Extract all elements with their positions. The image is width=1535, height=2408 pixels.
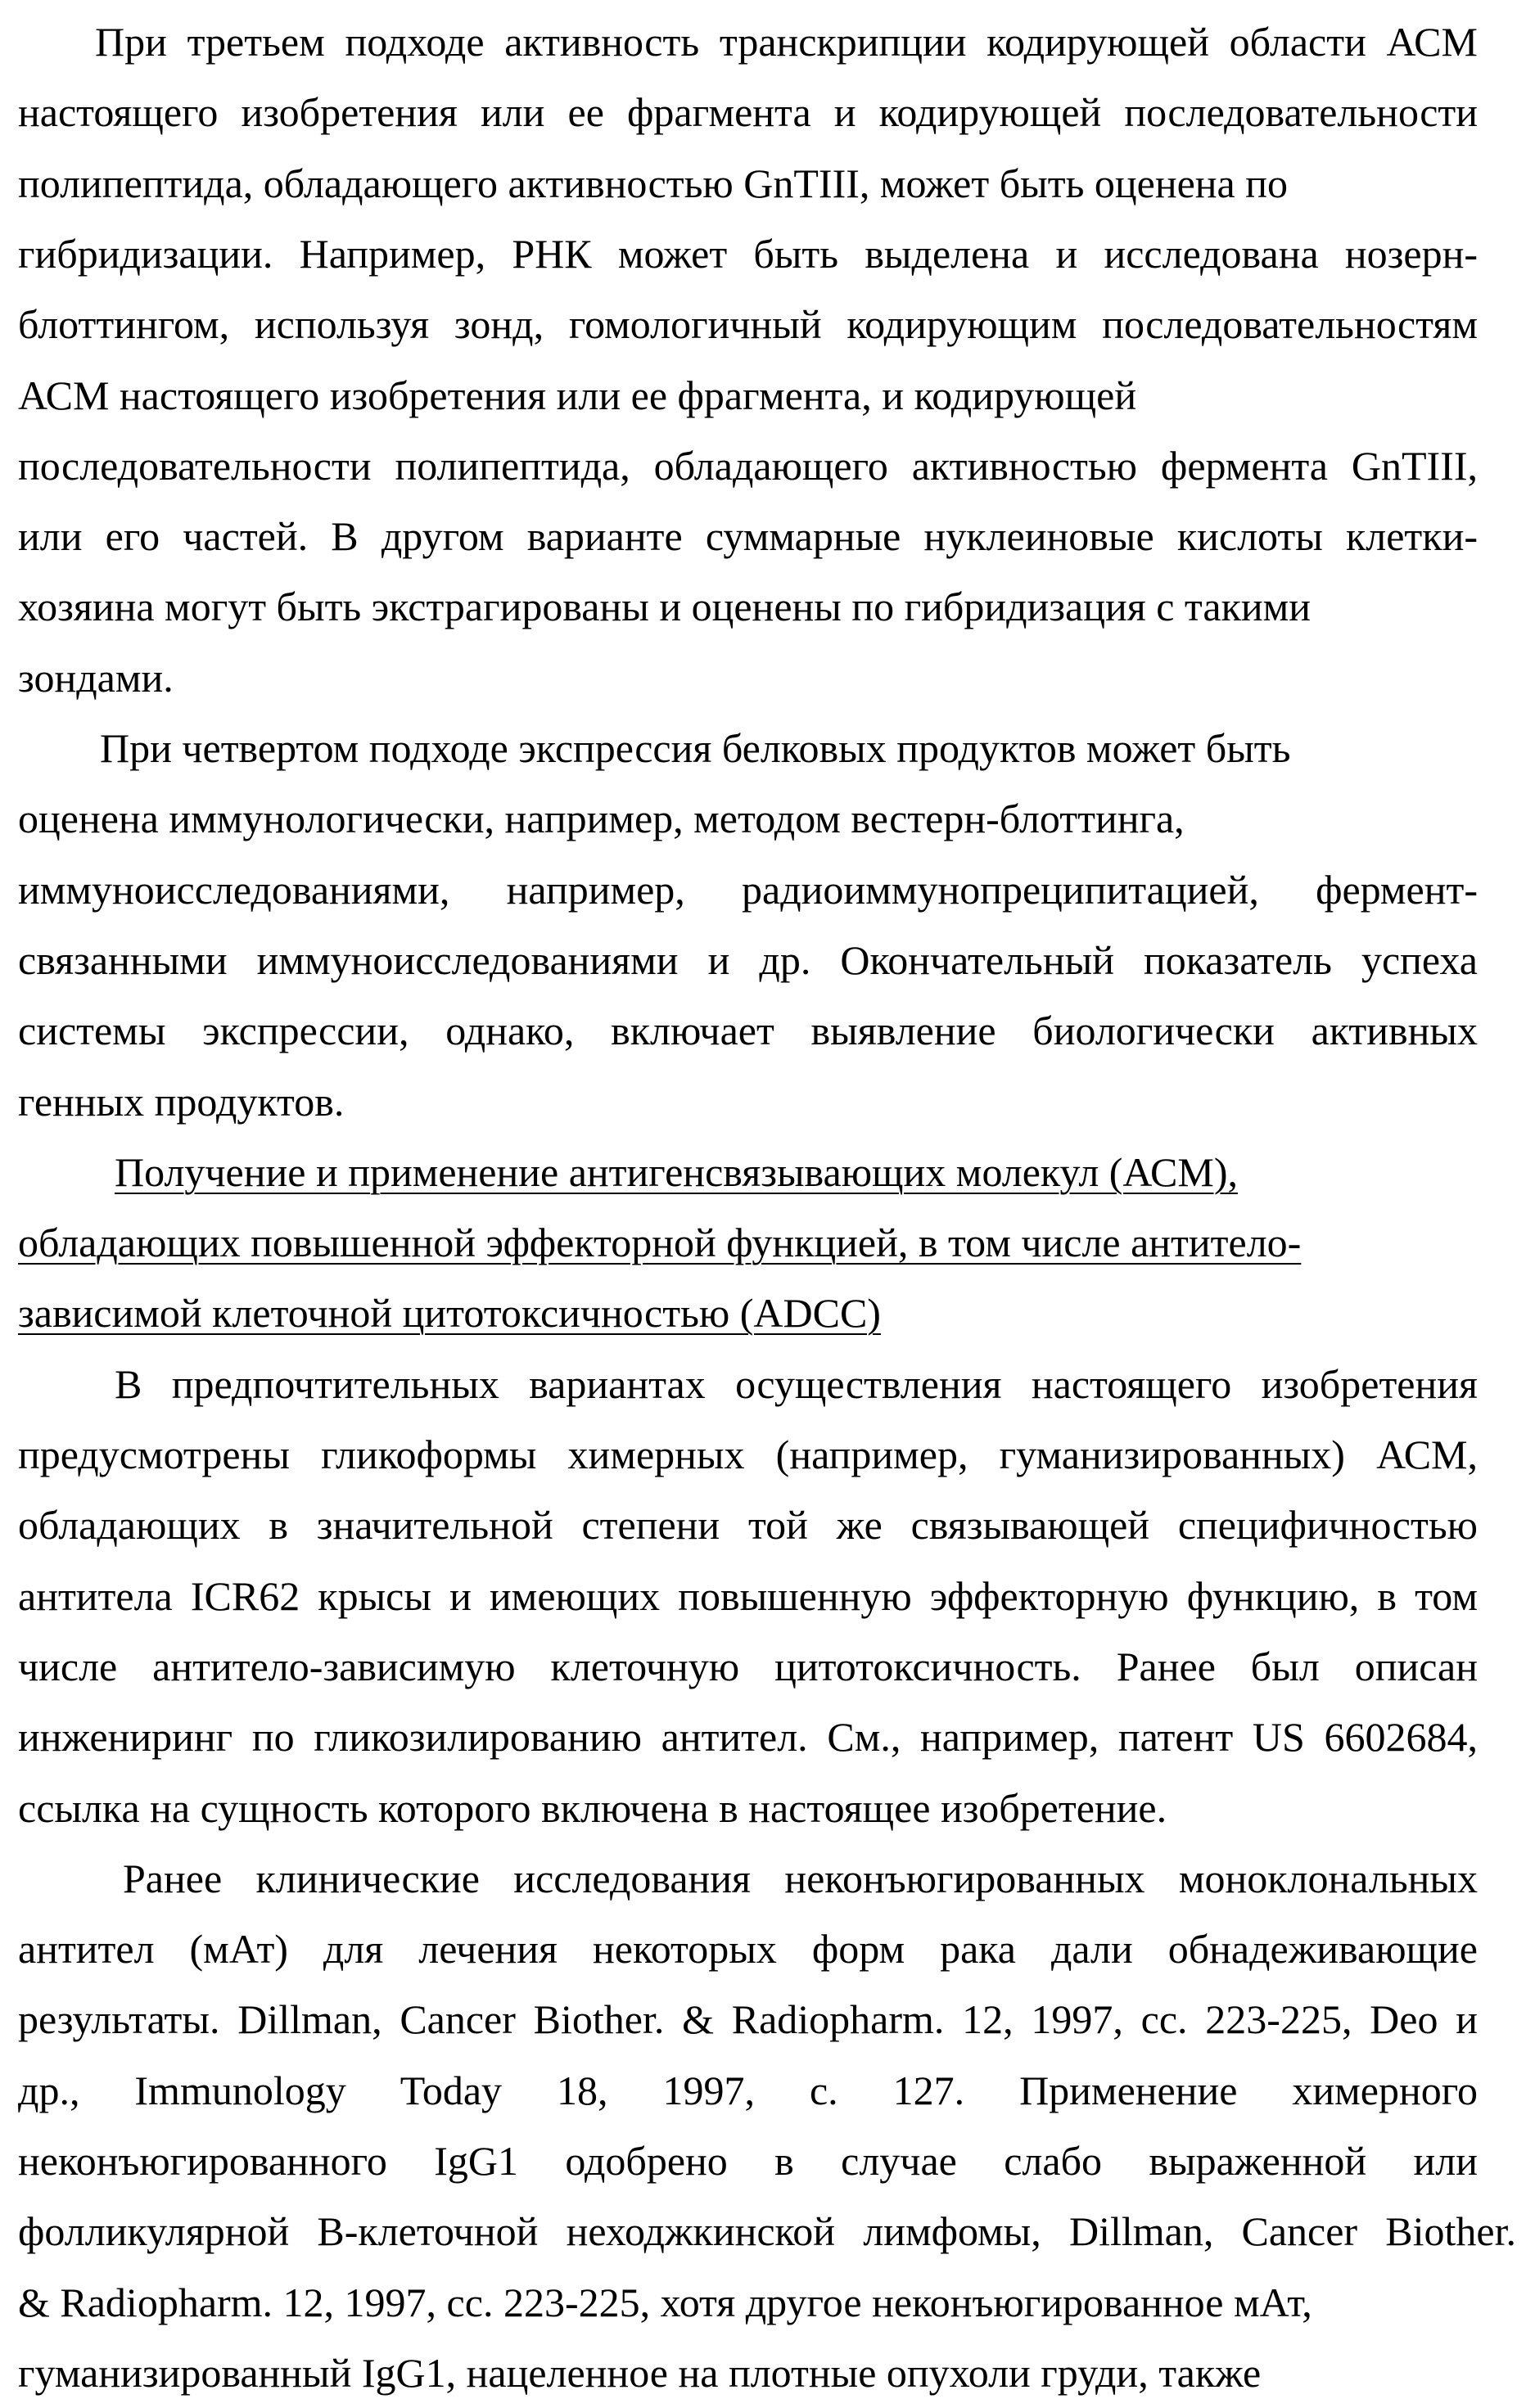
section-heading-line: зависимой клеточной цитотоксичностью (ADCC) <box>18 1278 1478 1348</box>
text-line: блоттингом, используя зонд, гомологичный кодирующим последовательностям <box>18 289 1478 359</box>
text-line: АСМ настоящего изобретения или ее фрагмента, и кодирующей <box>18 360 1478 431</box>
text-line: связанными иммуноисследованиями и др. Окончательный показатель успеха <box>18 925 1478 995</box>
text-line: Ранее клинические исследования неконъюгированных моноклональных <box>123 1843 1478 1914</box>
text-line: последовательности полипептида, обладающего активностью фермента GnTIII, <box>18 431 1478 501</box>
text-line: оценена иммунологически, например, методом вестерн-блоттинга, <box>18 783 1478 854</box>
text-line: системы экспрессии, однако, включает выявление биологически активных <box>18 995 1478 1066</box>
text-line: В предпочтительных вариантах осуществления настоящего изобретения <box>115 1349 1478 1419</box>
text-line: При третьем подходе активность транскрипции кодирующей области АСМ <box>95 7 1478 77</box>
text-line: При четвертом подходе экспрессия белковых продуктов может быть <box>100 713 1478 783</box>
text-line: & Radiopharm. 12, 1997, сс. 223-225, хотя другое неконъюгированное мАт, <box>18 2267 1478 2338</box>
text-line: предусмотрены гликоформы химерных (например, гуманизированных) АСМ, <box>18 1419 1478 1490</box>
text-line: неконъюгированного IgG1 одобрено в случае слабо выраженной или <box>18 2126 1478 2196</box>
text-line: ссылка на сущность которого включена в настоящее изобретение. <box>18 1773 1478 1843</box>
text-line: гуманизированный IgG1, нацеленное на плотные опухоли груди, также <box>18 2338 1478 2408</box>
section-heading-line: Получение и применение антигенсвязывающих молекул (АСМ), <box>115 1137 1478 1207</box>
text-line: зондами. <box>18 643 1478 713</box>
text-line: инжениринг по гликозилированию антител. См., например, патент US 6602684, <box>18 1702 1478 1772</box>
text-line: антитела ICR62 крысы и имеющих повышенную эффекторную функцию, в том <box>18 1561 1478 1631</box>
section-heading-line: обладающих повышенной эффекторной функцией, в том числе антитело- <box>18 1207 1478 1278</box>
text-line: настоящего изобретения или ее фрагмента и кодирующей последовательности <box>18 77 1478 147</box>
text-line: иммуноисследованиями, например, радиоиммунопреципитацией, фермент- <box>18 855 1478 925</box>
text-line: др., Immunology Today 18, 1997, с. 127. Применение химерного <box>18 2055 1478 2126</box>
text-line: числе антитело-зависимую клеточную цитотоксичность. Ранее был описан <box>18 1631 1478 1702</box>
text-line: антител (мАт) для лечения некоторых форм рака дали обнадеживающие <box>18 1914 1478 1984</box>
text-line: генных продуктов. <box>18 1066 1478 1137</box>
text-line: обладающих в значительной степени той же связывающей специфичностью <box>18 1490 1478 1560</box>
text-line: результаты. Dillman, Cancer Biother. & Radiopharm. 12, 1997, сс. 223-225, Deo и <box>18 1984 1478 2054</box>
text-line: фолликулярной В-клеточной неходжкинской лимфомы, Dillman, Cancer Biother. <box>18 2196 1516 2266</box>
document-page <box>0 0 1535 2392</box>
text-line: полипептида, обладающего активностью GnTIII, может быть оценена по <box>18 148 1478 219</box>
text-line: гибридизации. Например, РНК может быть выделена и исследована нозерн- <box>18 219 1478 289</box>
text-line: или его частей. В другом варианте суммарные нуклеиновые кислоты клетки- <box>18 501 1478 571</box>
text-line: хозяина могут быть экстрагированы и оценены по гибридизация с такими <box>18 571 1478 642</box>
